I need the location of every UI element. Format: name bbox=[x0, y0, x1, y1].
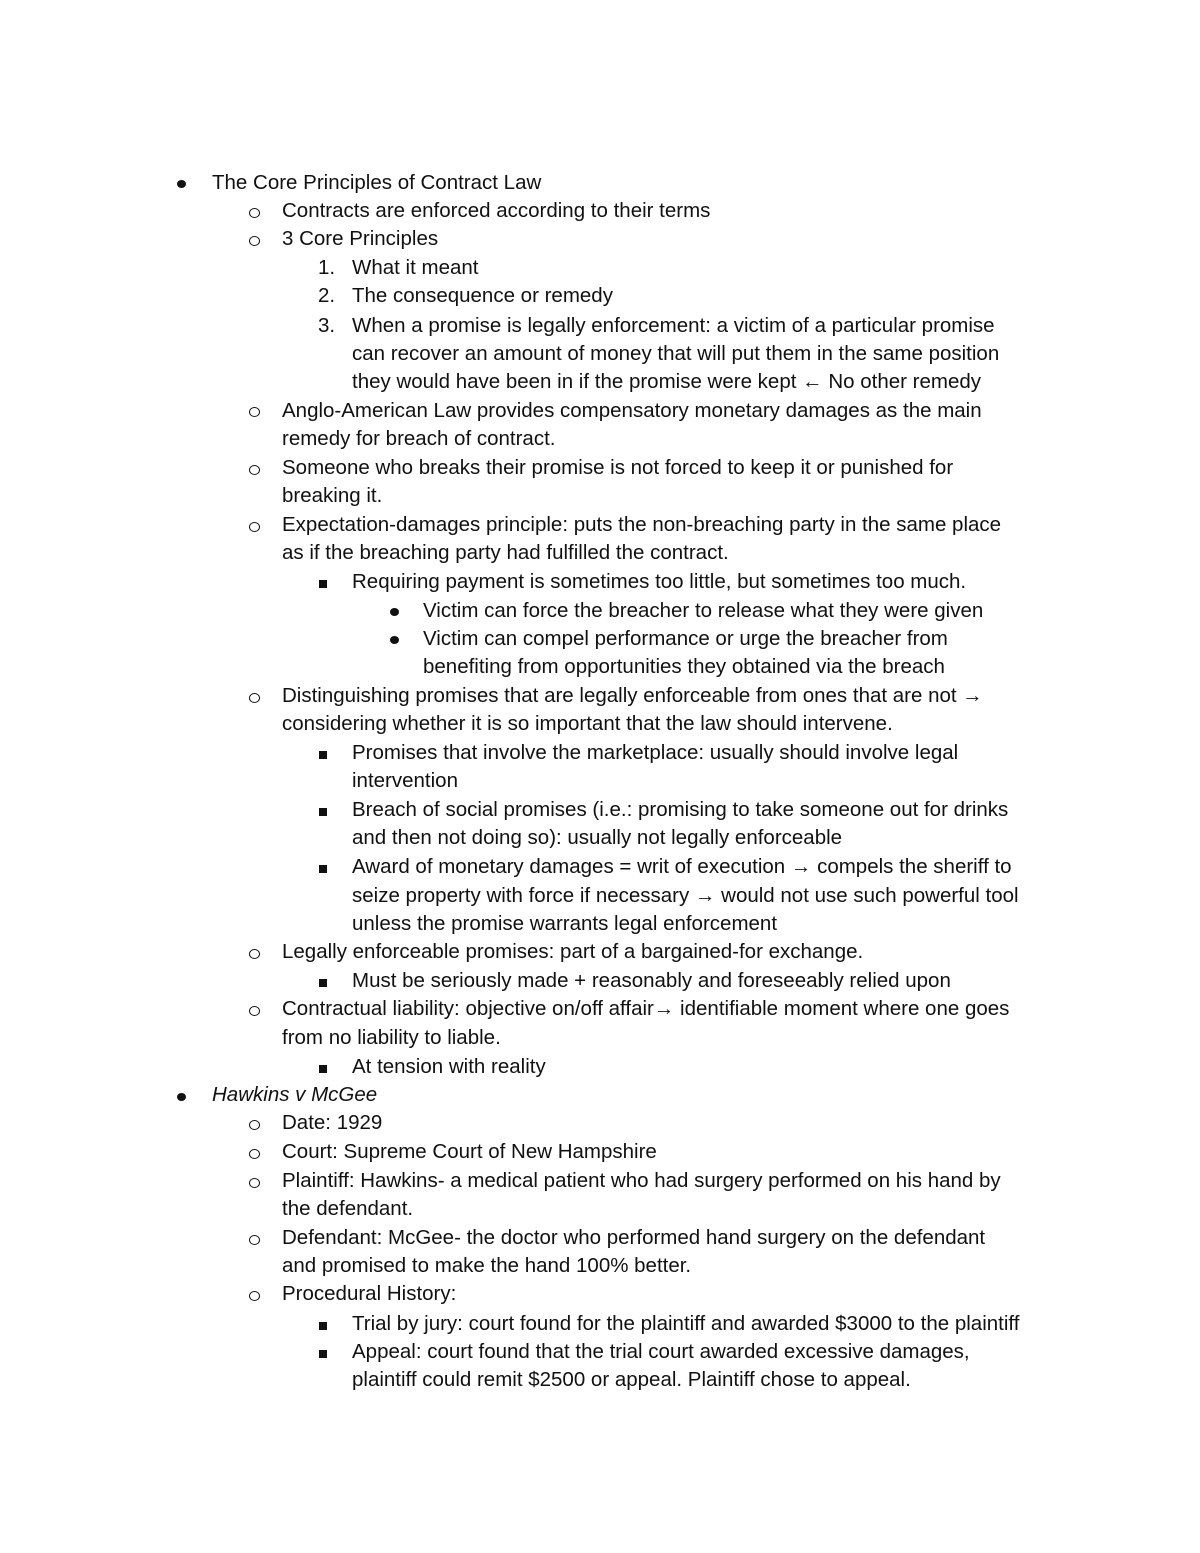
square-marker bbox=[319, 979, 327, 987]
list-item: When a promise is legally enforcement: a victim of a particular promise bbox=[352, 314, 995, 337]
list-item: Date: 1929 bbox=[282, 1111, 383, 1134]
list-item-continuation: intervention bbox=[352, 769, 458, 792]
section-heading-hawkins-v-mcgee: Hawkins v McGee bbox=[212, 1083, 378, 1106]
circle-marker bbox=[249, 1291, 260, 1301]
list-item: Plaintiff: Hawkins- a medical patient who had surgery performed on his hand by bbox=[282, 1169, 1001, 1192]
list-item: Court: Supreme Court of New Hampshire bbox=[282, 1140, 657, 1163]
list-item-continuation: and promised to make the hand 100% better. bbox=[282, 1254, 692, 1277]
circle-marker bbox=[249, 208, 260, 218]
list-number: 3. bbox=[318, 314, 336, 337]
list-item-continuation: and then not doing so): usually not legally enforceable bbox=[352, 826, 843, 849]
list-item: The consequence or remedy bbox=[352, 284, 613, 307]
list-item: What it meant bbox=[352, 256, 479, 279]
bullet-marker bbox=[177, 180, 186, 188]
list-item: Anglo-American Law provides compensatory monetary damages as the main bbox=[282, 399, 982, 422]
list-number: 1. bbox=[318, 256, 336, 279]
circle-marker bbox=[249, 1120, 260, 1130]
circle-marker bbox=[249, 949, 260, 959]
list-item-continuation: they would have been in if the promise were kept ← No other remedy bbox=[352, 370, 981, 393]
circle-marker bbox=[249, 693, 260, 703]
square-marker bbox=[319, 1350, 327, 1358]
circle-marker bbox=[249, 1006, 260, 1016]
list-item-continuation: seize property with force if necessary → would not use such powerful tool bbox=[352, 884, 1019, 907]
list-item: Someone who breaks their promise is not forced to keep it or punished for bbox=[282, 456, 954, 479]
list-item-continuation: can recover an amount of money that will put them in the same position bbox=[352, 342, 1000, 365]
list-item: Defendant: McGee- the doctor who performed hand surgery on the defendant bbox=[282, 1226, 986, 1249]
list-item: Procedural History: bbox=[282, 1282, 457, 1305]
circle-marker bbox=[249, 407, 260, 417]
bullet-marker bbox=[390, 636, 399, 644]
list-item: Promises that involve the marketplace: usually should involve legal bbox=[352, 741, 959, 764]
list-item: Legally enforceable promises: part of a bargained-for exchange. bbox=[282, 940, 864, 963]
list-item-continuation: plaintiff could remit $2500 or appeal. Plaintiff chose to appeal. bbox=[352, 1368, 911, 1391]
list-item: Distinguishing promises that are legally enforceable from ones that are not → bbox=[282, 684, 983, 707]
list-item: Expectation-damages principle: puts the non-breaching party in the same place bbox=[282, 513, 1002, 536]
list-item: Appeal: court found that the trial court awarded excessive damages, bbox=[352, 1340, 970, 1363]
section-heading-contract-law: The Core Principles of Contract Law bbox=[212, 171, 542, 194]
list-item: Breach of social promises (i.e.: promising to take someone out for drinks bbox=[352, 798, 1009, 821]
circle-marker bbox=[249, 236, 260, 246]
list-item-continuation: considering whether it is so important that the law should intervene. bbox=[282, 712, 893, 735]
list-item-continuation: remedy for breach of contract. bbox=[282, 427, 556, 450]
bullet-marker bbox=[177, 1093, 186, 1101]
list-item: Must be seriously made + reasonably and foreseeably relied upon bbox=[352, 969, 951, 992]
square-marker bbox=[319, 751, 327, 759]
square-marker bbox=[319, 808, 327, 816]
circle-marker bbox=[249, 1178, 260, 1188]
list-item-continuation: benefiting from opportunities they obtained via the breach bbox=[423, 655, 945, 678]
list-item: At tension with reality bbox=[352, 1055, 546, 1078]
list-item-continuation: as if the breaching party had fulfilled the contract. bbox=[282, 541, 729, 564]
bullet-marker bbox=[390, 608, 399, 616]
list-item-continuation: breaking it. bbox=[282, 484, 383, 507]
list-item: 3 Core Principles bbox=[282, 227, 439, 250]
square-marker bbox=[319, 580, 327, 588]
circle-marker bbox=[249, 465, 260, 475]
list-item-continuation: the defendant. bbox=[282, 1197, 414, 1220]
list-item: Victim can force the breacher to release what they were given bbox=[423, 599, 984, 622]
square-marker bbox=[319, 1065, 327, 1073]
list-item: Contracts are enforced according to their terms bbox=[282, 199, 711, 222]
circle-marker bbox=[249, 522, 260, 532]
list-item: Victim can compel performance or urge the breacher from bbox=[423, 627, 948, 650]
list-item: Award of monetary damages = writ of execution → compels the sheriff to bbox=[352, 855, 1012, 878]
list-item: Requiring payment is sometimes too little, but sometimes too much. bbox=[352, 570, 967, 593]
list-item: Trial by jury: court found for the plaintiff and awarded $3000 to the plaintiff bbox=[352, 1312, 1020, 1335]
list-item: Contractual liability: objective on/off affair→ identifiable moment where one goes bbox=[282, 997, 1010, 1020]
list-item-continuation: unless the promise warrants legal enforcement bbox=[352, 912, 778, 935]
list-item-continuation: from no liability to liable. bbox=[282, 1026, 501, 1049]
circle-marker bbox=[249, 1149, 260, 1159]
square-marker bbox=[319, 1322, 327, 1330]
square-marker bbox=[319, 865, 327, 873]
circle-marker bbox=[249, 1235, 260, 1245]
list-number: 2. bbox=[318, 284, 336, 307]
